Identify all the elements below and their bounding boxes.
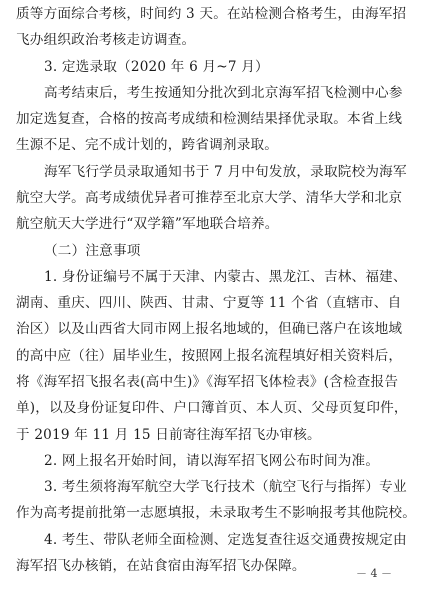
text-line: 海军招飞办核销，在站食宿由海军招飞办保障。 <box>16 558 306 574</box>
text-line: 于 2019 年 11 月 15 日前寄往海军招飞办审核。 <box>16 427 321 443</box>
text-line: 生源不足、完不成计划的，跨省调剂录取。 <box>16 137 279 153</box>
text-line: 质等方面综合考核，时间约 3 天。在站检测合格考生，由海军招 <box>16 6 407 22</box>
text-line: 作为高考提前批第一志愿填报，未录取考生不影响报考其他院校。 <box>16 505 417 521</box>
text-line: 2. 网上报名开始时间，请以海军招飞网公布时间为准。 <box>44 453 380 469</box>
text-line: 4. 考生、带队老师全面检测、定选复查往返交通费按规定由 <box>44 532 407 548</box>
text-line: 单)，以及身份证复印件、户口簿首页、本人页、父母页复印件， <box>16 400 408 416</box>
text-line: 航空大学。高考成绩优异者可推荐至北京大学、清华大学和北京 <box>16 190 403 206</box>
text-line: 治区）以及山西省大同市网上报名地域的，但确已落户在该地域 <box>16 321 403 337</box>
page-number: － 4 － <box>356 567 392 580</box>
text-line: 加定选复查，合格的按高考成绩和检测结果择优录取。本省上线 <box>16 111 403 127</box>
text-line: 的高中应（往）届毕业生，按照网上报名流程填好相关资料后， <box>16 348 403 364</box>
text-line: 1. 身份证编号不属于天津、内蒙古、黑龙江、吉林、福建、 <box>44 269 407 285</box>
text-line: 3. 考生须将海军航空大学飞行技术（航空飞行与指挥）专业 <box>44 479 407 495</box>
section-heading: 3. 定选录取（2020 年 6 月~7 月） <box>44 59 269 75</box>
subsection-heading: （二）注意事项 <box>44 243 141 259</box>
text-line: 航空航天大学进行“双学籍”军地联合培养。 <box>16 216 279 232</box>
text-line: 湖南、重庆、四川、陕西、甘肃、宁夏等 11 个省（直辖市、自 <box>16 295 402 311</box>
text-line: 海军飞行学员录取通知书于 7 月中旬发放，录取院校为海军 <box>44 164 407 180</box>
text-line: 将《海军招飞报名表(高中生)》《海军招飞体检表》(含检查报告 <box>16 374 399 390</box>
text-line: 飞办组织政治考核走访调查。 <box>16 32 196 48</box>
text-line: 高考结束后，考生按通知分批次到北京海军招飞检测中心参 <box>44 85 403 101</box>
